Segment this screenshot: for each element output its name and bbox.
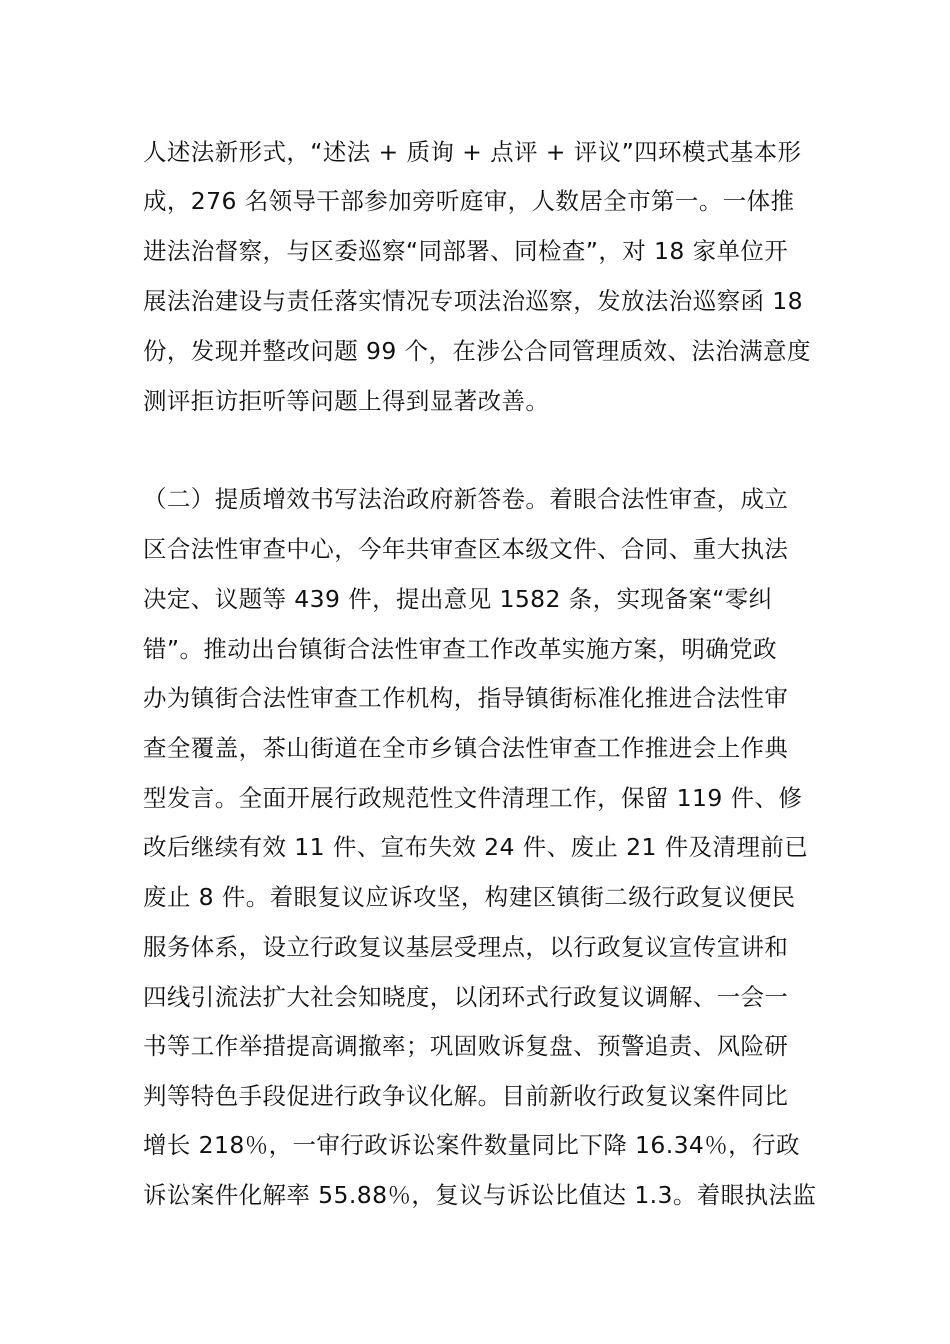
paragraph-2-line-11: 四线引流法扩大社会知晓度，以闭环式行政复议调解、一会一: [143, 983, 789, 1011]
paragraph-2-line-13: 判等特色手段促进行政争议化解。目前新收行政复议案件同比: [143, 1082, 789, 1110]
paragraph-2-line-3: 决定、议题等 439 件，提出意见 1582 条，实现备案“零纠: [143, 585, 773, 613]
paragraph-1-line-3: 进法治督察，与区委巡察“同部署、同检查”，对 18 家单位开: [143, 237, 789, 265]
paragraph-1-line-1: 人述法新形式，“述法 + 质询 + 点评 + 评议”四环模式基本形: [143, 138, 802, 166]
paragraph-2-line-2: 区合法性审查中心，今年共审查区本级文件、合同、重大执法: [143, 535, 789, 563]
paragraph-2-line-10: 服务体系，设立行政复议基层受理点，以行政复议宣传宣讲和: [143, 933, 789, 961]
paragraph-2-line-7: 型发言。全面开展行政规范性文件清理工作，保留 119 件、修: [143, 784, 803, 812]
paragraph-2-line-1: （二）提质增效书写法治政府新答卷。着眼合法性审查，成立: [143, 485, 789, 513]
paragraph-1-line-4: 展法治建设与责任落实情况专项法治巡察，发放法治巡察函 18: [143, 287, 803, 315]
paragraph-1-line-6: 测评拒访拒听等问题上得到显著改善。: [143, 387, 550, 415]
paragraph-2-line-14: 增长 218％，一审行政诉讼案件数量同比下降 16.34％，行政: [143, 1131, 800, 1159]
paragraph-2-line-6: 查全覆盖，茶山街道在全市乡镇合法性审查工作推进会上作典: [143, 734, 789, 762]
paragraph-1-line-2: 成，276 名领导干部参加旁听庭审，人数居全市第一。一体推: [143, 187, 795, 215]
paragraph-2-line-9: 废止 8 件。着眼复议应诉攻坚，构建区镇街二级行政复议便民: [143, 883, 796, 911]
paragraph-1-line-5: 份，发现并整改问题 99 个，在涉公合同管理质效、法治满意度: [143, 337, 811, 365]
paragraph-2-line-12: 书等工作举措提高调撤率；巩固败诉复盘、预警追责、风险研: [143, 1032, 789, 1060]
paragraph-2-line-8: 改后继续有效 11 件、宣布失效 24 件、废止 21 件及清理前已: [143, 833, 809, 861]
paragraph-2-line-15: 诉讼案件化解率 55.88％，复议与诉讼比值达 1.3。着眼执法监: [143, 1181, 817, 1209]
paragraph-2-line-5: 办为镇街合法性审查工作机构，指导镇街标准化推进合法性审: [143, 684, 789, 712]
paragraph-2-line-4: 错”。推动出台镇街合法性审查工作改革实施方案，明确党政: [143, 635, 777, 663]
